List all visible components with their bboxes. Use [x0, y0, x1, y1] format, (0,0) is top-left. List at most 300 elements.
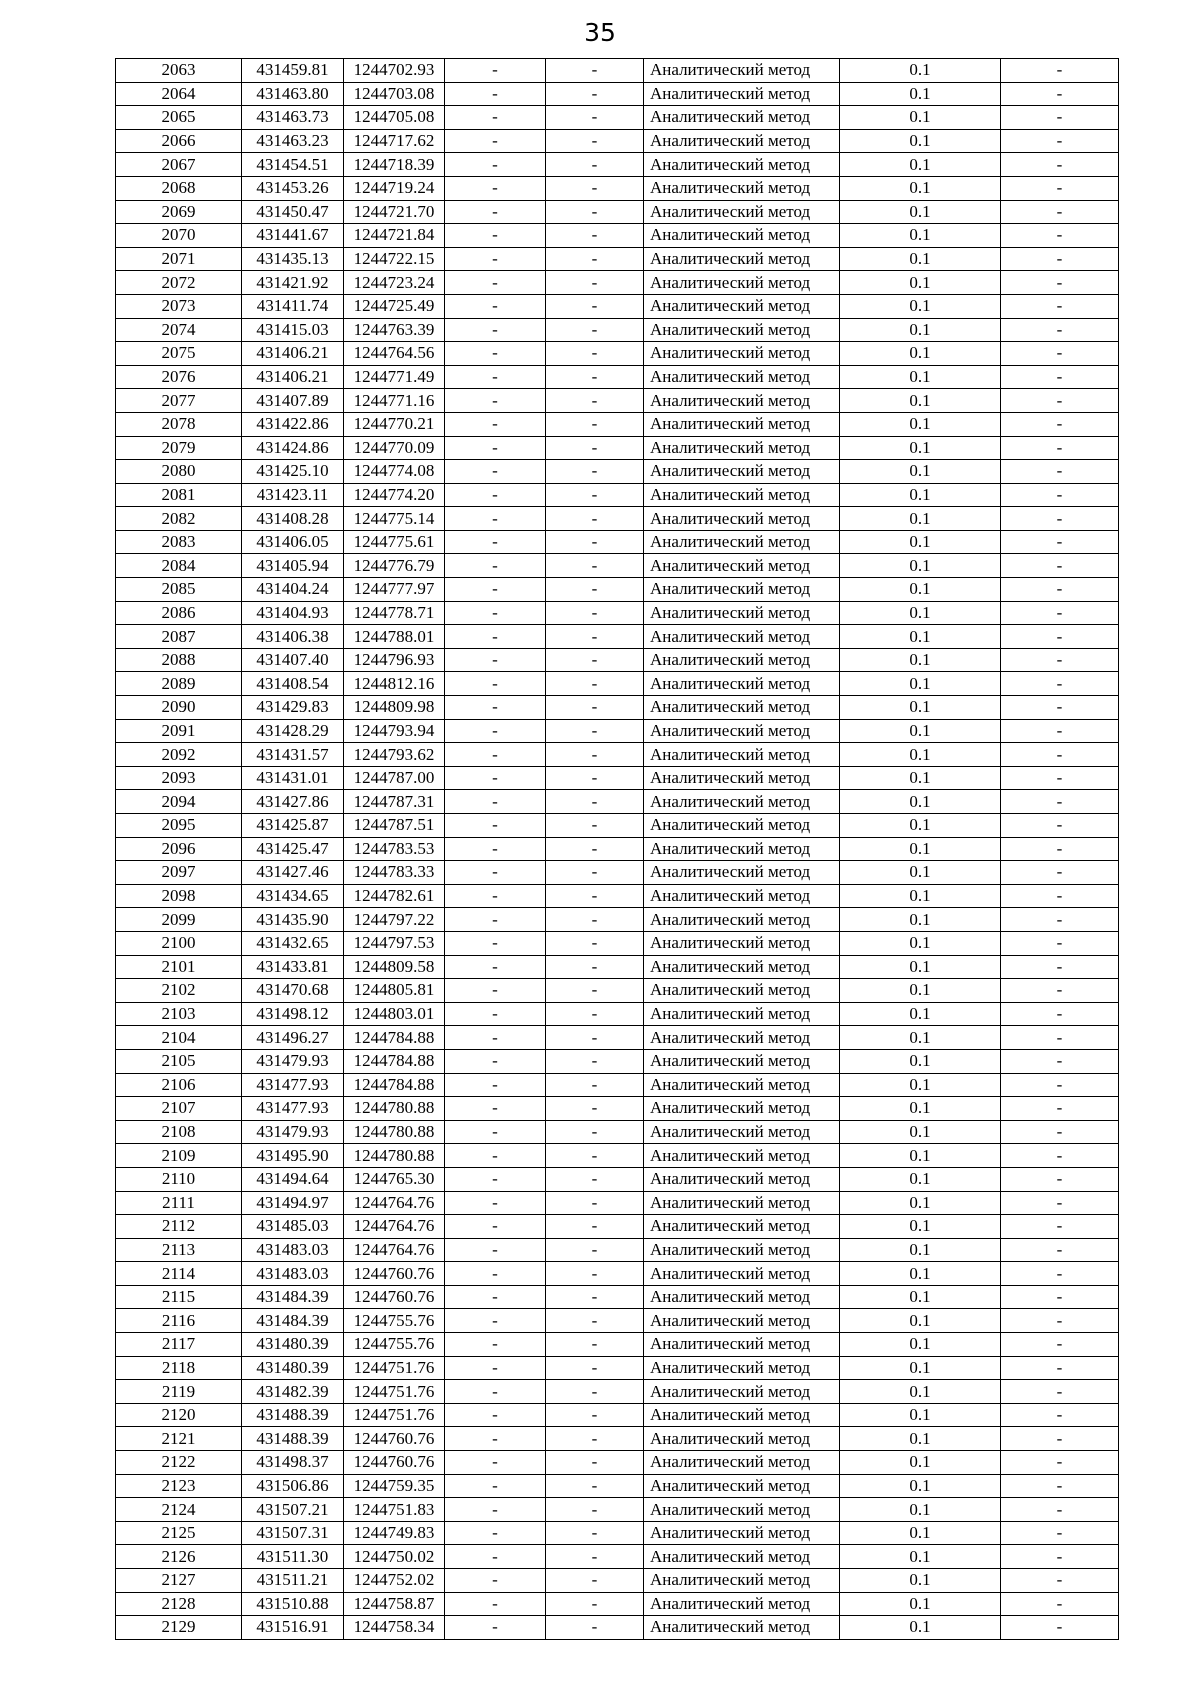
point-number-cell: 2122	[116, 1451, 242, 1475]
accuracy-cell: 0.1	[840, 1097, 1001, 1121]
method-cell: Аналитический метод	[644, 59, 840, 83]
x-coordinate-cell: 431516.91	[242, 1616, 344, 1640]
col8-cell: -	[1001, 979, 1119, 1003]
point-number-cell: 2090	[116, 696, 242, 720]
col5-cell: -	[546, 342, 644, 366]
accuracy-cell: 0.1	[840, 601, 1001, 625]
y-coordinate-cell: 1244803.01	[344, 1002, 445, 1026]
x-coordinate-cell: 431483.03	[242, 1238, 344, 1262]
method-cell: Аналитический метод	[644, 1191, 840, 1215]
y-coordinate-cell: 1244788.01	[344, 625, 445, 649]
table-row	[116, 460, 1119, 484]
method-cell: Аналитический метод	[644, 483, 840, 507]
x-coordinate-cell: 431431.01	[242, 766, 344, 790]
col8-cell: -	[1001, 153, 1119, 177]
y-coordinate-cell: 1244759.35	[344, 1474, 445, 1498]
method-cell: Аналитический метод	[644, 247, 840, 271]
col5-cell: -	[546, 1144, 644, 1168]
table-row	[116, 1403, 1119, 1427]
col5-cell: -	[546, 224, 644, 248]
accuracy-cell: 0.1	[840, 1285, 1001, 1309]
accuracy-cell: 0.1	[840, 530, 1001, 554]
method-cell: Аналитический метод	[644, 601, 840, 625]
table-row	[116, 1309, 1119, 1333]
point-number-cell: 2129	[116, 1616, 242, 1640]
method-cell: Аналитический метод	[644, 696, 840, 720]
col5-cell: -	[546, 696, 644, 720]
table-row	[116, 601, 1119, 625]
x-coordinate-cell: 431498.12	[242, 1002, 344, 1026]
x-coordinate-cell: 431453.26	[242, 176, 344, 200]
x-coordinate-cell: 431411.74	[242, 294, 344, 318]
col8-cell: -	[1001, 601, 1119, 625]
col8-cell: -	[1001, 1451, 1119, 1475]
col8-cell: -	[1001, 271, 1119, 295]
point-number-cell: 2070	[116, 224, 242, 248]
col4-cell: -	[445, 59, 546, 83]
col4-cell: -	[445, 365, 546, 389]
accuracy-cell: 0.1	[840, 719, 1001, 743]
col5-cell: -	[546, 1498, 644, 1522]
point-number-cell: 2127	[116, 1569, 242, 1593]
point-number-cell: 2109	[116, 1144, 242, 1168]
col4-cell: -	[445, 342, 546, 366]
table-row	[116, 224, 1119, 248]
table-row	[116, 153, 1119, 177]
accuracy-cell: 0.1	[840, 1380, 1001, 1404]
col4-cell: -	[445, 1403, 546, 1427]
col4-cell: -	[445, 1521, 546, 1545]
x-coordinate-cell: 431477.93	[242, 1097, 344, 1121]
method-cell: Аналитический метод	[644, 719, 840, 743]
method-cell: Аналитический метод	[644, 1026, 840, 1050]
col4-cell: -	[445, 1451, 546, 1475]
accuracy-cell: 0.1	[840, 908, 1001, 932]
accuracy-cell: 0.1	[840, 342, 1001, 366]
point-number-cell: 2104	[116, 1026, 242, 1050]
col5-cell: -	[546, 1285, 644, 1309]
x-coordinate-cell: 431454.51	[242, 153, 344, 177]
x-coordinate-cell: 431405.94	[242, 554, 344, 578]
col5-cell: -	[546, 200, 644, 224]
col5-cell: -	[546, 1592, 644, 1616]
col8-cell: -	[1001, 82, 1119, 106]
accuracy-cell: 0.1	[840, 1215, 1001, 1239]
table-row	[116, 1215, 1119, 1239]
point-number-cell: 2072	[116, 271, 242, 295]
method-cell: Аналитический метод	[644, 672, 840, 696]
col5-cell: -	[546, 1191, 644, 1215]
point-number-cell: 2120	[116, 1403, 242, 1427]
x-coordinate-cell: 431488.39	[242, 1403, 344, 1427]
y-coordinate-cell: 1244760.76	[344, 1427, 445, 1451]
y-coordinate-cell: 1244764.76	[344, 1215, 445, 1239]
method-cell: Аналитический метод	[644, 106, 840, 130]
point-number-cell: 2126	[116, 1545, 242, 1569]
col4-cell: -	[445, 1049, 546, 1073]
point-number-cell: 2096	[116, 837, 242, 861]
col5-cell: -	[546, 318, 644, 342]
col5-cell: -	[546, 59, 644, 83]
col5-cell: -	[546, 554, 644, 578]
col4-cell: -	[445, 554, 546, 578]
x-coordinate-cell: 431463.73	[242, 106, 344, 130]
col8-cell: -	[1001, 1545, 1119, 1569]
col8-cell: -	[1001, 696, 1119, 720]
x-coordinate-cell: 431406.21	[242, 342, 344, 366]
method-cell: Аналитический метод	[644, 365, 840, 389]
col5-cell: -	[546, 106, 644, 130]
col4-cell: -	[445, 129, 546, 153]
col5-cell: -	[546, 1120, 644, 1144]
x-coordinate-cell: 431459.81	[242, 59, 344, 83]
method-cell: Аналитический метод	[644, 861, 840, 885]
x-coordinate-cell: 431441.67	[242, 224, 344, 248]
col5-cell: -	[546, 1002, 644, 1026]
col8-cell: -	[1001, 1592, 1119, 1616]
col5-cell: -	[546, 814, 644, 838]
y-coordinate-cell: 1244771.49	[344, 365, 445, 389]
col8-cell: -	[1001, 1333, 1119, 1357]
accuracy-cell: 0.1	[840, 106, 1001, 130]
table-row	[116, 766, 1119, 790]
col4-cell: -	[445, 1309, 546, 1333]
point-number-cell: 2116	[116, 1309, 242, 1333]
col8-cell: -	[1001, 1144, 1119, 1168]
method-cell: Аналитический метод	[644, 908, 840, 932]
y-coordinate-cell: 1244797.22	[344, 908, 445, 932]
y-coordinate-cell: 1244765.30	[344, 1167, 445, 1191]
col8-cell: -	[1001, 1285, 1119, 1309]
accuracy-cell: 0.1	[840, 837, 1001, 861]
point-number-cell: 2068	[116, 176, 242, 200]
table-row	[116, 1120, 1119, 1144]
x-coordinate-cell: 431483.03	[242, 1262, 344, 1286]
col4-cell: -	[445, 1592, 546, 1616]
point-number-cell: 2076	[116, 365, 242, 389]
y-coordinate-cell: 1244760.76	[344, 1451, 445, 1475]
y-coordinate-cell: 1244703.08	[344, 82, 445, 106]
col5-cell: -	[546, 1521, 644, 1545]
col4-cell: -	[445, 601, 546, 625]
x-coordinate-cell: 431404.24	[242, 578, 344, 602]
y-coordinate-cell: 1244717.62	[344, 129, 445, 153]
point-number-cell: 2066	[116, 129, 242, 153]
point-number-cell: 2123	[116, 1474, 242, 1498]
table-row	[116, 1569, 1119, 1593]
y-coordinate-cell: 1244780.88	[344, 1097, 445, 1121]
col4-cell: -	[445, 436, 546, 460]
col4-cell: -	[445, 931, 546, 955]
col8-cell: -	[1001, 1309, 1119, 1333]
method-cell: Аналитический метод	[644, 979, 840, 1003]
method-cell: Аналитический метод	[644, 1380, 840, 1404]
table-row	[116, 129, 1119, 153]
col5-cell: -	[546, 1451, 644, 1475]
accuracy-cell: 0.1	[840, 1451, 1001, 1475]
col4-cell: -	[445, 955, 546, 979]
col4-cell: -	[445, 1238, 546, 1262]
table-row	[116, 483, 1119, 507]
y-coordinate-cell: 1244721.70	[344, 200, 445, 224]
method-cell: Аналитический метод	[644, 342, 840, 366]
method-cell: Аналитический метод	[644, 271, 840, 295]
x-coordinate-cell: 431498.37	[242, 1451, 344, 1475]
table-row	[116, 1262, 1119, 1286]
accuracy-cell: 0.1	[840, 1592, 1001, 1616]
col8-cell: -	[1001, 200, 1119, 224]
col8-cell: -	[1001, 129, 1119, 153]
method-cell: Аналитический метод	[644, 1309, 840, 1333]
method-cell: Аналитический метод	[644, 153, 840, 177]
accuracy-cell: 0.1	[840, 460, 1001, 484]
y-coordinate-cell: 1244723.24	[344, 271, 445, 295]
page-number: 35	[584, 18, 616, 47]
col8-cell: -	[1001, 176, 1119, 200]
y-coordinate-cell: 1244752.02	[344, 1569, 445, 1593]
col8-cell: -	[1001, 318, 1119, 342]
col4-cell: -	[445, 1498, 546, 1522]
x-coordinate-cell: 431470.68	[242, 979, 344, 1003]
y-coordinate-cell: 1244764.56	[344, 342, 445, 366]
method-cell: Аналитический метод	[644, 790, 840, 814]
col5-cell: -	[546, 436, 644, 460]
col4-cell: -	[445, 483, 546, 507]
method-cell: Аналитический метод	[644, 1403, 840, 1427]
method-cell: Аналитический метод	[644, 1167, 840, 1191]
col5-cell: -	[546, 1026, 644, 1050]
y-coordinate-cell: 1244770.21	[344, 412, 445, 436]
y-coordinate-cell: 1244758.87	[344, 1592, 445, 1616]
col8-cell: -	[1001, 389, 1119, 413]
col8-cell: -	[1001, 1403, 1119, 1427]
col8-cell: -	[1001, 460, 1119, 484]
col8-cell: -	[1001, 1380, 1119, 1404]
point-number-cell: 2078	[116, 412, 242, 436]
table-row	[116, 1427, 1119, 1451]
col5-cell: -	[546, 790, 644, 814]
table-row	[116, 507, 1119, 531]
col4-cell: -	[445, 82, 546, 106]
col5-cell: -	[546, 389, 644, 413]
table-row	[116, 1333, 1119, 1357]
col5-cell: -	[546, 743, 644, 767]
x-coordinate-cell: 431408.28	[242, 507, 344, 531]
point-number-cell: 2094	[116, 790, 242, 814]
accuracy-cell: 0.1	[840, 247, 1001, 271]
col4-cell: -	[445, 625, 546, 649]
point-number-cell: 2110	[116, 1167, 242, 1191]
x-coordinate-cell: 431427.46	[242, 861, 344, 885]
method-cell: Аналитический метод	[644, 1545, 840, 1569]
table-row	[116, 908, 1119, 932]
table-row	[116, 1167, 1119, 1191]
col5-cell: -	[546, 176, 644, 200]
col8-cell: -	[1001, 1498, 1119, 1522]
y-coordinate-cell: 1244764.76	[344, 1191, 445, 1215]
y-coordinate-cell: 1244783.33	[344, 861, 445, 885]
table-row	[116, 389, 1119, 413]
point-number-cell: 2099	[116, 908, 242, 932]
point-number-cell: 2113	[116, 1238, 242, 1262]
point-number-cell: 2128	[116, 1592, 242, 1616]
point-number-cell: 2073	[116, 294, 242, 318]
col5-cell: -	[546, 766, 644, 790]
accuracy-cell: 0.1	[840, 1521, 1001, 1545]
col8-cell: -	[1001, 861, 1119, 885]
method-cell: Аналитический метод	[644, 1474, 840, 1498]
table-row	[116, 436, 1119, 460]
table-row	[116, 1144, 1119, 1168]
col5-cell: -	[546, 1403, 644, 1427]
y-coordinate-cell: 1244760.76	[344, 1262, 445, 1286]
accuracy-cell: 0.1	[840, 1333, 1001, 1357]
table-row	[116, 1097, 1119, 1121]
y-coordinate-cell: 1244787.00	[344, 766, 445, 790]
x-coordinate-cell: 431480.39	[242, 1333, 344, 1357]
table-row	[116, 837, 1119, 861]
col4-cell: -	[445, 460, 546, 484]
accuracy-cell: 0.1	[840, 979, 1001, 1003]
col5-cell: -	[546, 884, 644, 908]
col5-cell: -	[546, 483, 644, 507]
x-coordinate-cell: 431435.13	[242, 247, 344, 271]
col5-cell: -	[546, 1073, 644, 1097]
x-coordinate-cell: 431407.89	[242, 389, 344, 413]
x-coordinate-cell: 431433.81	[242, 955, 344, 979]
accuracy-cell: 0.1	[840, 1427, 1001, 1451]
point-number-cell: 2069	[116, 200, 242, 224]
col4-cell: -	[445, 1097, 546, 1121]
col5-cell: -	[546, 672, 644, 696]
point-number-cell: 2088	[116, 648, 242, 672]
method-cell: Аналитический метод	[644, 1097, 840, 1121]
x-coordinate-cell: 431429.83	[242, 696, 344, 720]
table-row	[116, 1356, 1119, 1380]
method-cell: Аналитический метод	[644, 931, 840, 955]
method-cell: Аналитический метод	[644, 625, 840, 649]
method-cell: Аналитический метод	[644, 743, 840, 767]
col4-cell: -	[445, 1356, 546, 1380]
x-coordinate-cell: 431425.87	[242, 814, 344, 838]
col8-cell: -	[1001, 837, 1119, 861]
col8-cell: -	[1001, 294, 1119, 318]
accuracy-cell: 0.1	[840, 1238, 1001, 1262]
method-cell: Аналитический метод	[644, 766, 840, 790]
accuracy-cell: 0.1	[840, 82, 1001, 106]
point-number-cell: 2106	[116, 1073, 242, 1097]
col8-cell: -	[1001, 1521, 1119, 1545]
table-row	[116, 625, 1119, 649]
col8-cell: -	[1001, 1049, 1119, 1073]
table-row	[116, 790, 1119, 814]
col4-cell: -	[445, 578, 546, 602]
table-row	[116, 412, 1119, 436]
point-number-cell: 2114	[116, 1262, 242, 1286]
col5-cell: -	[546, 1545, 644, 1569]
x-coordinate-cell: 431484.39	[242, 1309, 344, 1333]
col5-cell: -	[546, 294, 644, 318]
y-coordinate-cell: 1244751.76	[344, 1356, 445, 1380]
table-row	[116, 1073, 1119, 1097]
col8-cell: -	[1001, 1474, 1119, 1498]
accuracy-cell: 0.1	[840, 1545, 1001, 1569]
table-row	[116, 1616, 1119, 1640]
x-coordinate-cell: 431425.47	[242, 837, 344, 861]
col4-cell: -	[445, 1073, 546, 1097]
col4-cell: -	[445, 412, 546, 436]
col8-cell: -	[1001, 766, 1119, 790]
x-coordinate-cell: 431432.65	[242, 931, 344, 955]
col5-cell: -	[546, 1380, 644, 1404]
method-cell: Аналитический метод	[644, 1498, 840, 1522]
col5-cell: -	[546, 365, 644, 389]
col5-cell: -	[546, 247, 644, 271]
table-row	[116, 342, 1119, 366]
col4-cell: -	[445, 1545, 546, 1569]
table-row	[116, 1451, 1119, 1475]
col8-cell: -	[1001, 342, 1119, 366]
accuracy-cell: 0.1	[840, 389, 1001, 413]
col4-cell: -	[445, 696, 546, 720]
point-number-cell: 2097	[116, 861, 242, 885]
accuracy-cell: 0.1	[840, 1498, 1001, 1522]
col5-cell: -	[546, 129, 644, 153]
y-coordinate-cell: 1244784.88	[344, 1073, 445, 1097]
table-row	[116, 955, 1119, 979]
y-coordinate-cell: 1244751.76	[344, 1403, 445, 1427]
col8-cell: -	[1001, 1569, 1119, 1593]
x-coordinate-cell: 431435.90	[242, 908, 344, 932]
accuracy-cell: 0.1	[840, 436, 1001, 460]
col4-cell: -	[445, 979, 546, 1003]
col4-cell: -	[445, 247, 546, 271]
col5-cell: -	[546, 1616, 644, 1640]
col5-cell: -	[546, 1167, 644, 1191]
method-cell: Аналитический метод	[644, 412, 840, 436]
y-coordinate-cell: 1244780.88	[344, 1144, 445, 1168]
col4-cell: -	[445, 389, 546, 413]
point-number-cell: 2064	[116, 82, 242, 106]
method-cell: Аналитический метод	[644, 1073, 840, 1097]
accuracy-cell: 0.1	[840, 1002, 1001, 1026]
accuracy-cell: 0.1	[840, 1616, 1001, 1640]
col5-cell: -	[546, 625, 644, 649]
y-coordinate-cell: 1244784.88	[344, 1049, 445, 1073]
table-row	[116, 1002, 1119, 1026]
col8-cell: -	[1001, 719, 1119, 743]
x-coordinate-cell: 431507.21	[242, 1498, 344, 1522]
x-coordinate-cell: 431425.10	[242, 460, 344, 484]
method-cell: Аналитический метод	[644, 200, 840, 224]
y-coordinate-cell: 1244780.88	[344, 1120, 445, 1144]
method-cell: Аналитический метод	[644, 1569, 840, 1593]
table-row	[116, 696, 1119, 720]
col4-cell: -	[445, 294, 546, 318]
y-coordinate-cell: 1244774.20	[344, 483, 445, 507]
y-coordinate-cell: 1244793.94	[344, 719, 445, 743]
accuracy-cell: 0.1	[840, 1356, 1001, 1380]
x-coordinate-cell: 431463.80	[242, 82, 344, 106]
table-row	[116, 200, 1119, 224]
accuracy-cell: 0.1	[840, 1191, 1001, 1215]
method-cell: Аналитический метод	[644, 814, 840, 838]
col4-cell: -	[445, 1380, 546, 1404]
col8-cell: -	[1001, 1097, 1119, 1121]
table-row	[116, 884, 1119, 908]
method-cell: Аналитический метод	[644, 1262, 840, 1286]
method-cell: Аналитический метод	[644, 1238, 840, 1262]
